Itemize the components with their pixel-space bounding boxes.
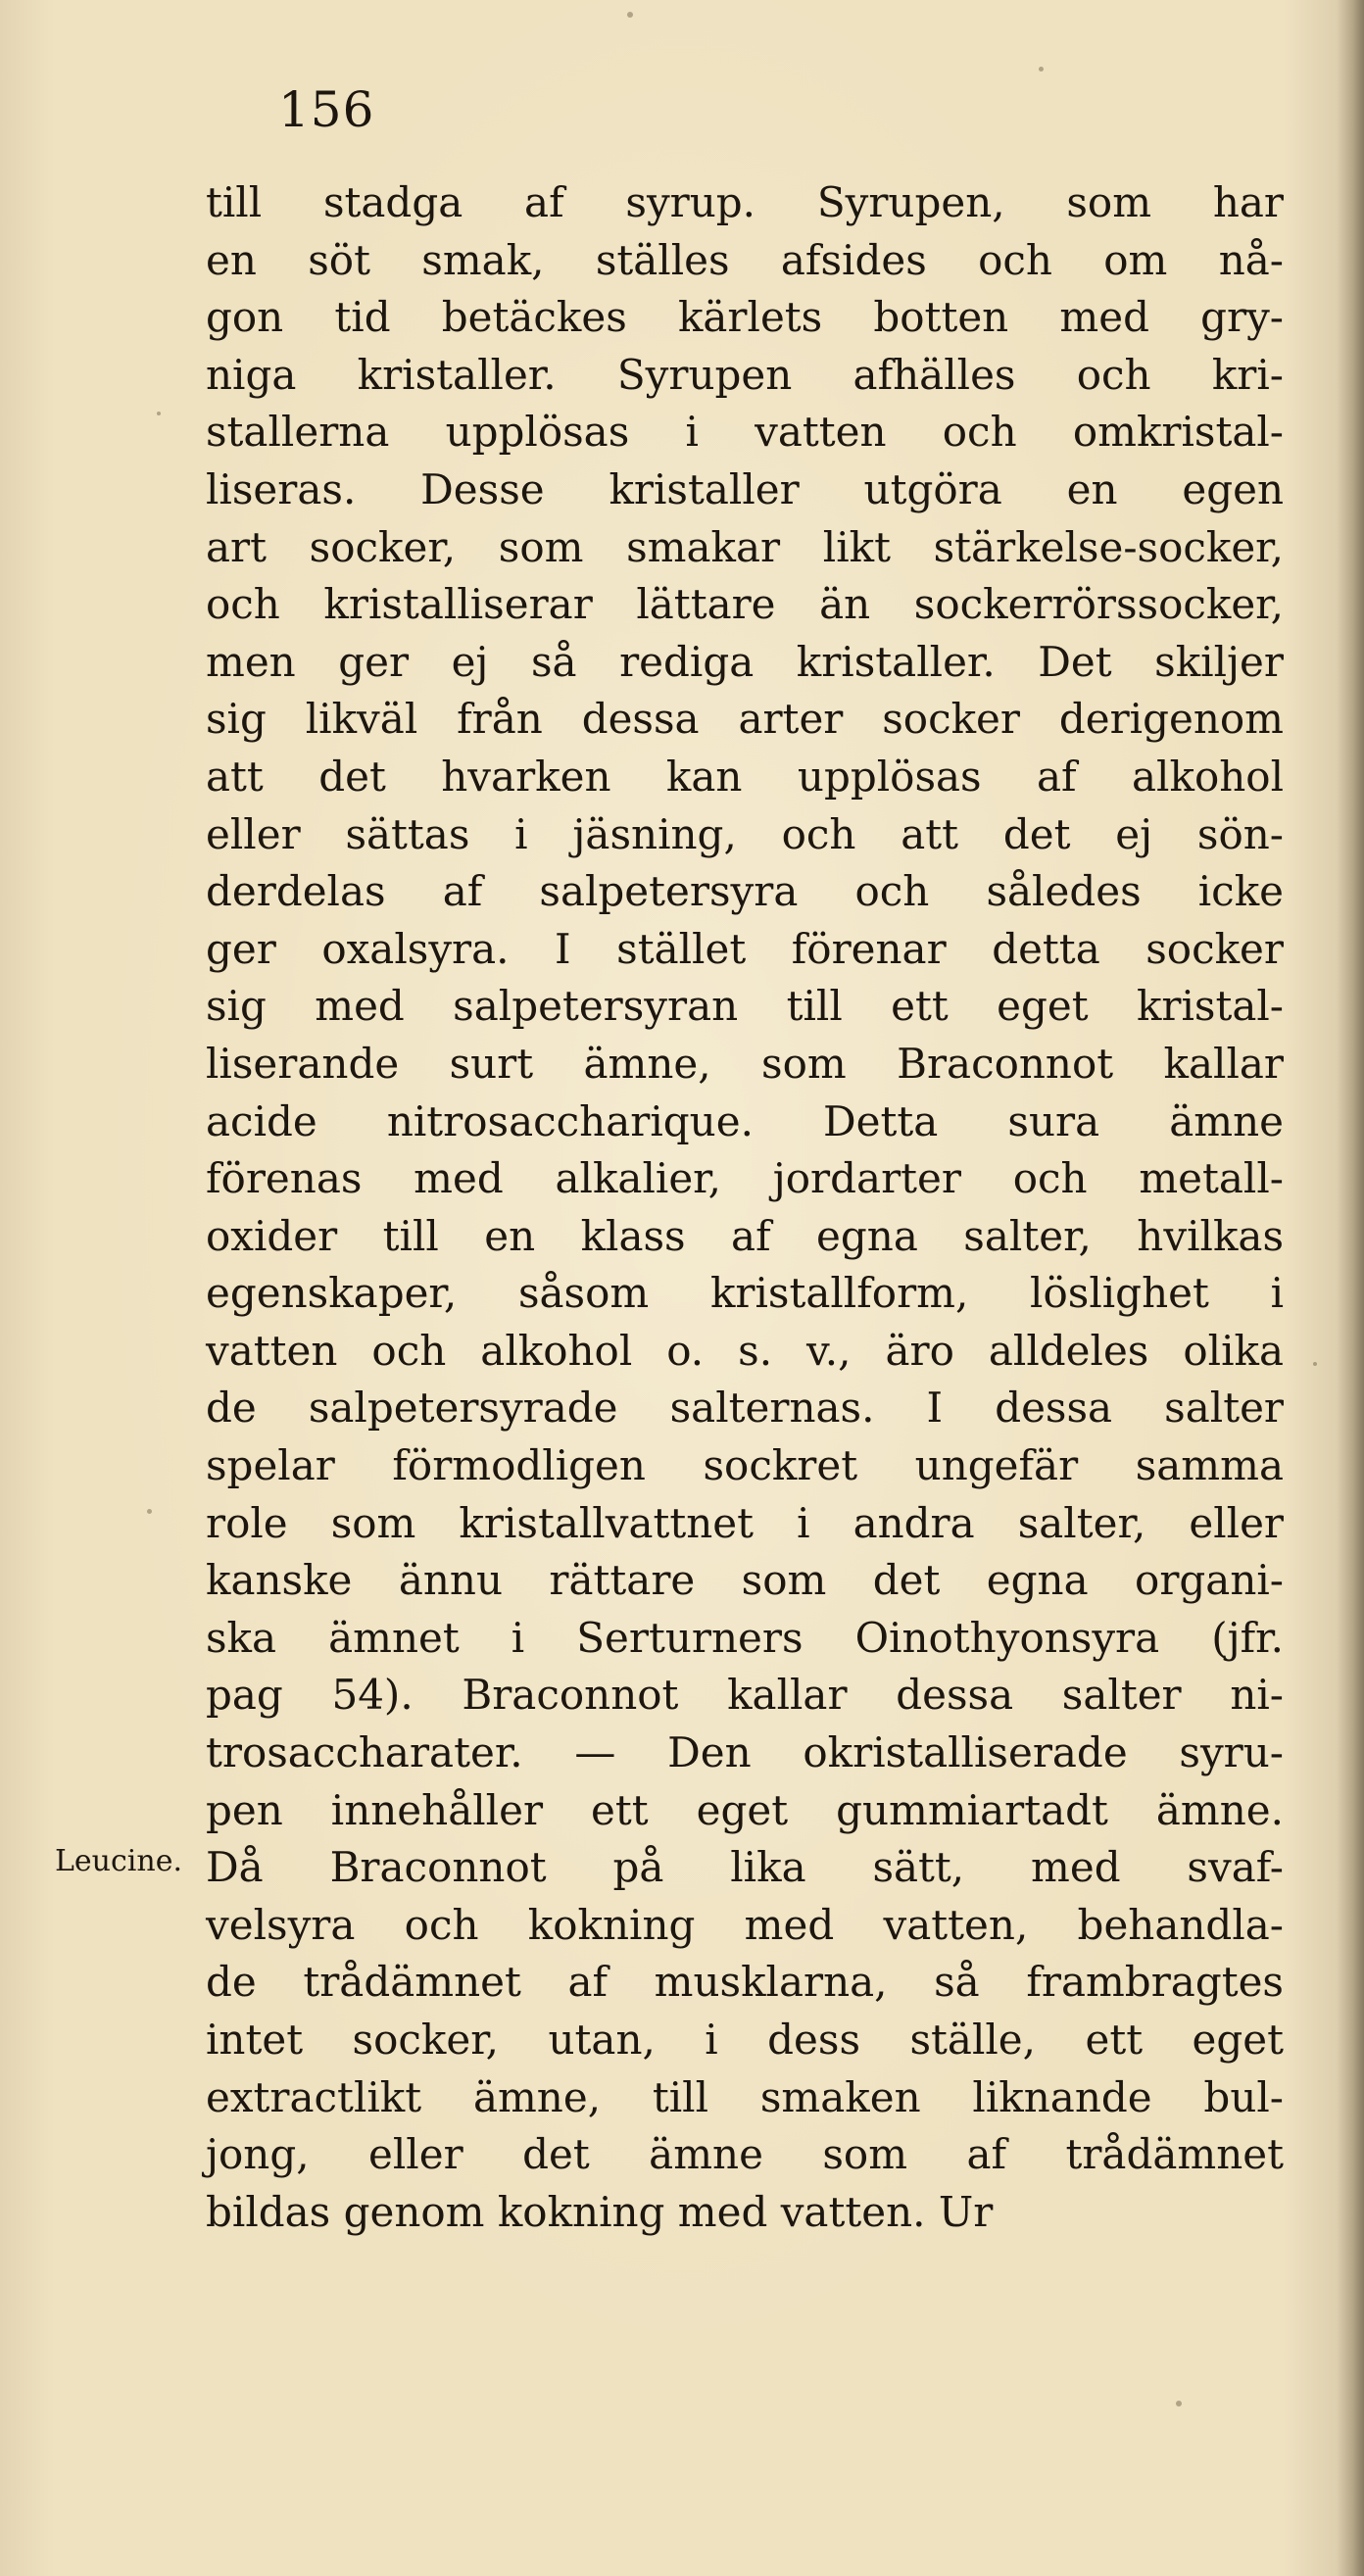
text-line: egenskaper, såsom kristallform, löslighet i [206,1269,1284,1318]
paper-speck [1039,67,1044,72]
text-line: sig likväl från dessa arter socker derigenom [206,695,1284,744]
text-line: niga kristaller. Syrupen afhälles och kri- [206,350,1284,399]
text-line: acide nitrosaccharique. Detta sura ämne [206,1096,1284,1145]
paper-speck [147,1509,152,1514]
text-line: gon tid betäckes kärlets botten med gry- [206,293,1284,342]
text-line: till stadga af syrup. Syrupen, som har [206,178,1284,226]
text-line: bildas genom kokning med vatten. Ur [206,2187,994,2236]
text-line: ger oxalsyra. I stället förenar detta socker [206,924,1284,973]
text-line: jong, eller det ämne som af trådämnet [206,2130,1284,2179]
page-edge-shadow [1337,0,1364,2576]
text-line: att det hvarken kan upplösas af alkohol [206,752,1284,801]
text-line: intet socker, utan, i dess ställe, ett eget [206,2016,1284,2064]
text-line: derdelas af salpetersyra och således icke [206,867,1284,916]
text-line: liseras. Desse kristaller utgöra en egen [206,464,1284,513]
text-line: role som kristallvattnet i andra salter, eller [206,1498,1284,1547]
text-line: kanske ännu rättare som det egna organi- [206,1556,1284,1605]
margin-note: Leucine. [55,1844,183,1878]
text-line: vatten och alkohol o. s. v., äro alldeles olika [206,1326,1284,1375]
body-text [206,174,1284,2241]
text-line: art socker, som smakar likt stärkelse-socker, [206,522,1284,571]
text-line: pen innehåller ett eget gummiartadt ämne. [206,1785,1284,1834]
page-number: 156 [278,81,375,138]
text-line: de trådämnet af musklarna, så frambragtes [206,1958,1284,2007]
text-line: sig med salpetersyran till ett eget kristal- [206,982,1284,1031]
text-line: velsyra och kokning med vatten, behandla- [206,1900,1284,1949]
text-line: extractlikt ämne, till smaken liknande bul- [206,2072,1284,2121]
text-line: Då Braconnot på lika sätt, med svaf- [206,1843,1284,1892]
paper-speck [1176,2401,1182,2406]
text-line: förenas med alkalier, jordarter och metall- [206,1154,1284,1203]
text-line: ska ämnet i Serturners Oinothyonsyra (jfr. [206,1613,1284,1662]
text-line: pag 54). Braconnot kallar dessa salter ni- [206,1671,1284,1720]
text-line: trosaccharater. — Den okristalliserade syru- [206,1728,1284,1777]
text-line: men ger ej så rediga kristaller. Det skiljer [206,637,1284,686]
text-line: och kristalliserar lättare än sockerrörssocker, [206,580,1284,629]
text-line: oxider till en klass af egna salter, hvilkas [206,1211,1284,1260]
text-line: de salpetersyrade salternas. I dessa salter [206,1384,1284,1433]
text-line: en söt smak, ställes afsides och om nå- [206,235,1284,284]
paper-speck [157,412,161,415]
text-line: spelar förmodligen sockret ungefär samma [206,1441,1284,1490]
text-line: stallerna upplösas i vatten och omkristal- [206,408,1284,457]
text-line: eller sättas i jäsning, och att det ej sön- [206,809,1284,858]
text-line: liserande surt ämne, som Braconnot kallar [206,1039,1284,1088]
paper-speck [627,12,633,18]
paper-speck [1313,1362,1317,1366]
